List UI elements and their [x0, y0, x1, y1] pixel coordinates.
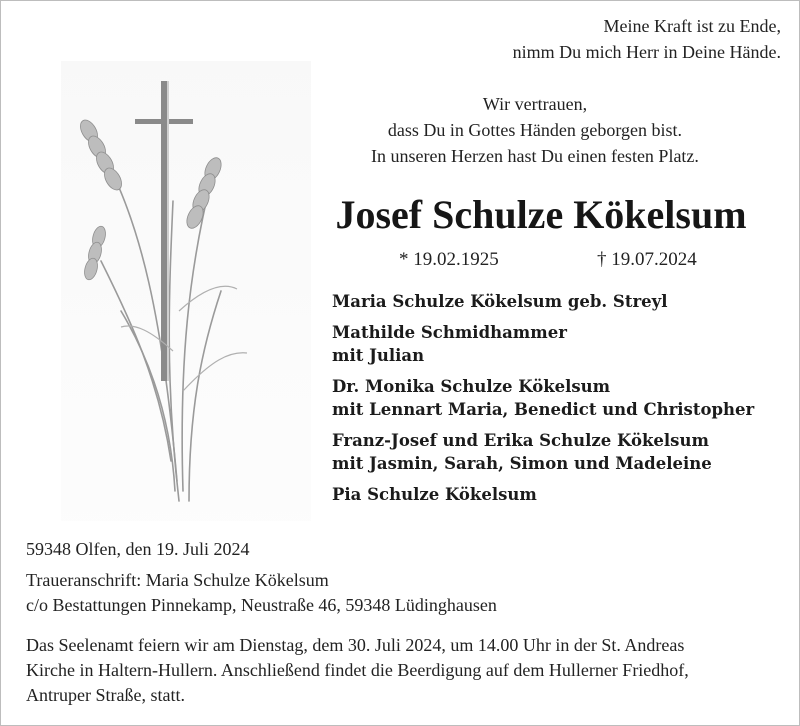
mourner-line: mit Julian	[332, 346, 425, 365]
service-line: Antruper Straße, statt.	[26, 685, 185, 705]
birth-date: * 19.02.1925	[399, 249, 499, 270]
mourner-line: mit Lennart Maria, Benedict und Christopher	[332, 400, 755, 419]
service-announcement	[26, 633, 796, 708]
service-line: Das Seelenamt feiern wir am Dienstag, dem 30. Juli 2024, um 14.00 Uhr in der St. Andreas	[26, 635, 685, 655]
mourner-line: Pia Schulze Kökelsum	[332, 485, 537, 504]
service-line: Kirche in Haltern-Hullern. Anschließend findet die Beerdigung auf dem Hullerner Friedhof,	[26, 660, 689, 680]
verse-line: In unseren Herzen hast Du einen festen Platz.	[371, 146, 699, 166]
opening-verse	[361, 13, 781, 65]
verse-line: dass Du in Gottes Händen geborgen bist.	[387, 120, 683, 140]
cross-with-wheat-icon	[61, 61, 311, 521]
mourner-line: Franz-Josef und Erika Schulze Kökelsum	[332, 431, 709, 450]
mourner-entry	[332, 375, 792, 421]
death-date: † 19.07.2024	[597, 249, 697, 270]
verse-line: Meine Kraft ist zu Ende,	[603, 16, 781, 36]
mourner-line: mit Jasmin, Sarah, Simon und Madeleine	[332, 454, 712, 473]
mourner-entry	[332, 290, 792, 313]
middle-verse	[305, 91, 765, 169]
mourner-entry	[332, 429, 792, 475]
cross-with-wheat-drawing	[61, 61, 311, 521]
deceased-name: Josef Schulze Kökelsum	[335, 192, 747, 237]
mourner-line: Maria Schulze Kökelsum geb. Streyl	[332, 292, 668, 311]
address-line: Traueranschrift: Maria Schulze Kökelsum	[26, 570, 329, 590]
mourner-entry	[332, 321, 792, 367]
place-and-date: 59348 Olfen, den 19. Juli 2024	[26, 539, 250, 559]
mourning-address	[26, 568, 497, 618]
mourners-list	[332, 290, 792, 514]
verse-line: nimm Du mich Herr in Deine Hände.	[512, 42, 781, 62]
mourner-line: Dr. Monika Schulze Kökelsum	[332, 377, 611, 396]
mourner-entry	[332, 483, 792, 506]
mourner-line: Mathilde Schmidhammer	[332, 323, 567, 342]
address-line: c/o Bestattungen Pinnekamp, Neustraße 46, 59348 Lüdinghausen	[26, 595, 497, 615]
verse-line: Wir vertrauen,	[482, 94, 588, 114]
